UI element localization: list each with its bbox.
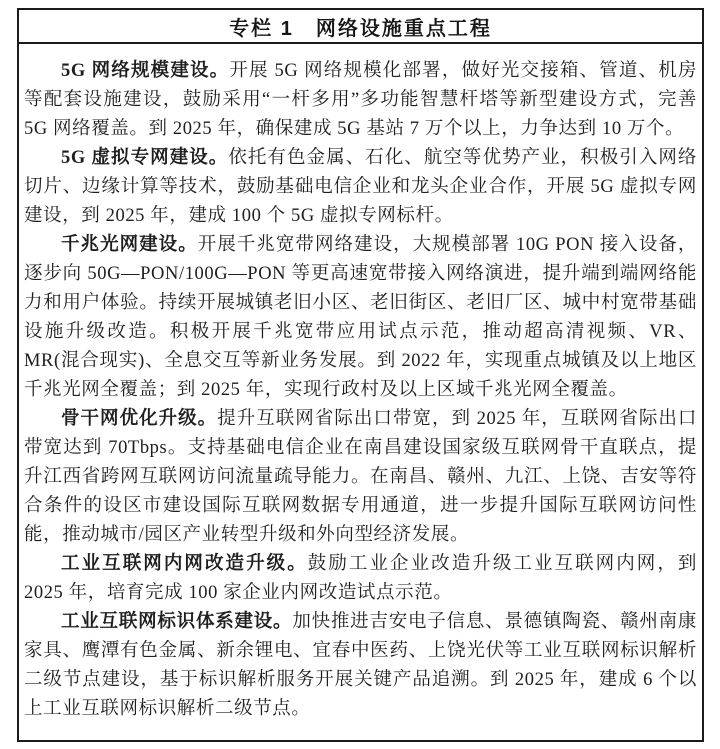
column-title-bar [19, 10, 702, 44]
paragraph-lead: 千兆光网建设。 [61, 235, 198, 255]
paragraph-lead: 工业互联网内网改造升级。 [61, 554, 308, 574]
paragraph-5g-virtual-private-network [24, 144, 697, 231]
paragraph-lead: 骨干网优化升级。 [61, 409, 218, 429]
paragraph-text: 加快推进吉安电子信息、景德镇陶瓷、赣州南康家具、鹰潭有色金属、新余锂电、宜春中医药、上饶光伏等工业互联网标识解析二级节点建设，基于标识解析服务开展关键产品追溯。到 2025 年，建成 6 个以上工业互联网标识解析二级节点。 [24, 612, 698, 719]
paragraph-lead: 5G 网络规模建设。 [61, 61, 230, 81]
paragraph-backbone-network-upgrade [24, 405, 697, 550]
column-title: 专栏 1 网络设施重点工程 [229, 17, 492, 40]
paragraph-lead: 工业互联网标识体系建设。 [61, 612, 293, 632]
paragraph-5g-network-scale [24, 57, 697, 144]
column-body [19, 44, 702, 724]
paragraph-industrial-identifier-system [24, 608, 697, 724]
paragraph-text: 开展千兆宽带网络建设，大规模部署 10G PON 接入设备，逐步向 50G—PON/100G—PON 等更高速宽带接入网络演进，提升端到端网络能力和用户体验。持续开展城镇老旧小区、老旧街区、老旧厂区、城中村宽带基础设施升级改造。积极开展千兆宽带应用试点示范，推动超高清视频、VR、MR(混合现实)、全息交互等新业务发展。到 2022 年，实现重点城镇及以上地区千兆光网全覆盖；到 2025 年，实现行政村及以上区域千兆光网全覆盖。 [24, 235, 697, 400]
paragraph-text: 依托有色金属、石化、航空等优势产业，积极引入网络切片、边缘计算等技术，鼓励基础电信企业和龙头企业合作，开展 5G 虚拟专网建设，到 2025 年，建成 100 个 5G 虚拟专网标杆。 [24, 148, 698, 226]
paragraph-text: 鼓励工业企业改造升级工业互联网内网，到 2025 年，培育完成 100 家企业内网改造试点示范。 [24, 554, 698, 603]
paragraph-gigabit-optical-network [24, 231, 697, 405]
paragraph-lead: 5G 虚拟专网建设。 [61, 148, 229, 168]
paragraph-industrial-intranet-upgrade [24, 550, 697, 608]
paragraph-text: 提升互联网省际出口带宽，到 2025 年，互联网省际出口带宽达到 70Tbps。支持基础电信企业在南昌建设国家级互联网骨干直联点，提升江西省跨网互联网访问流量疏导能力。在南昌、赣州、九江、上饶、吉安等符合条件的设区市建设国际互联网数据专用通道，进一步提升国际互联网访问性能，推动城市/园区产业转型升级和外向型经济发展。 [24, 409, 697, 545]
column-box [17, 8, 704, 742]
paragraph-text: 开展 5G 网络规模化部署，做好光交接箱、管道、机房等配套设施建设，鼓励采用“一杆多用”多功能智慧杆塔等新型建设方式，完善 5G 网络覆盖。到 2025 年，确保建成 5G 基站 7 万个以上，力争达到 10 万个。 [24, 61, 698, 139]
